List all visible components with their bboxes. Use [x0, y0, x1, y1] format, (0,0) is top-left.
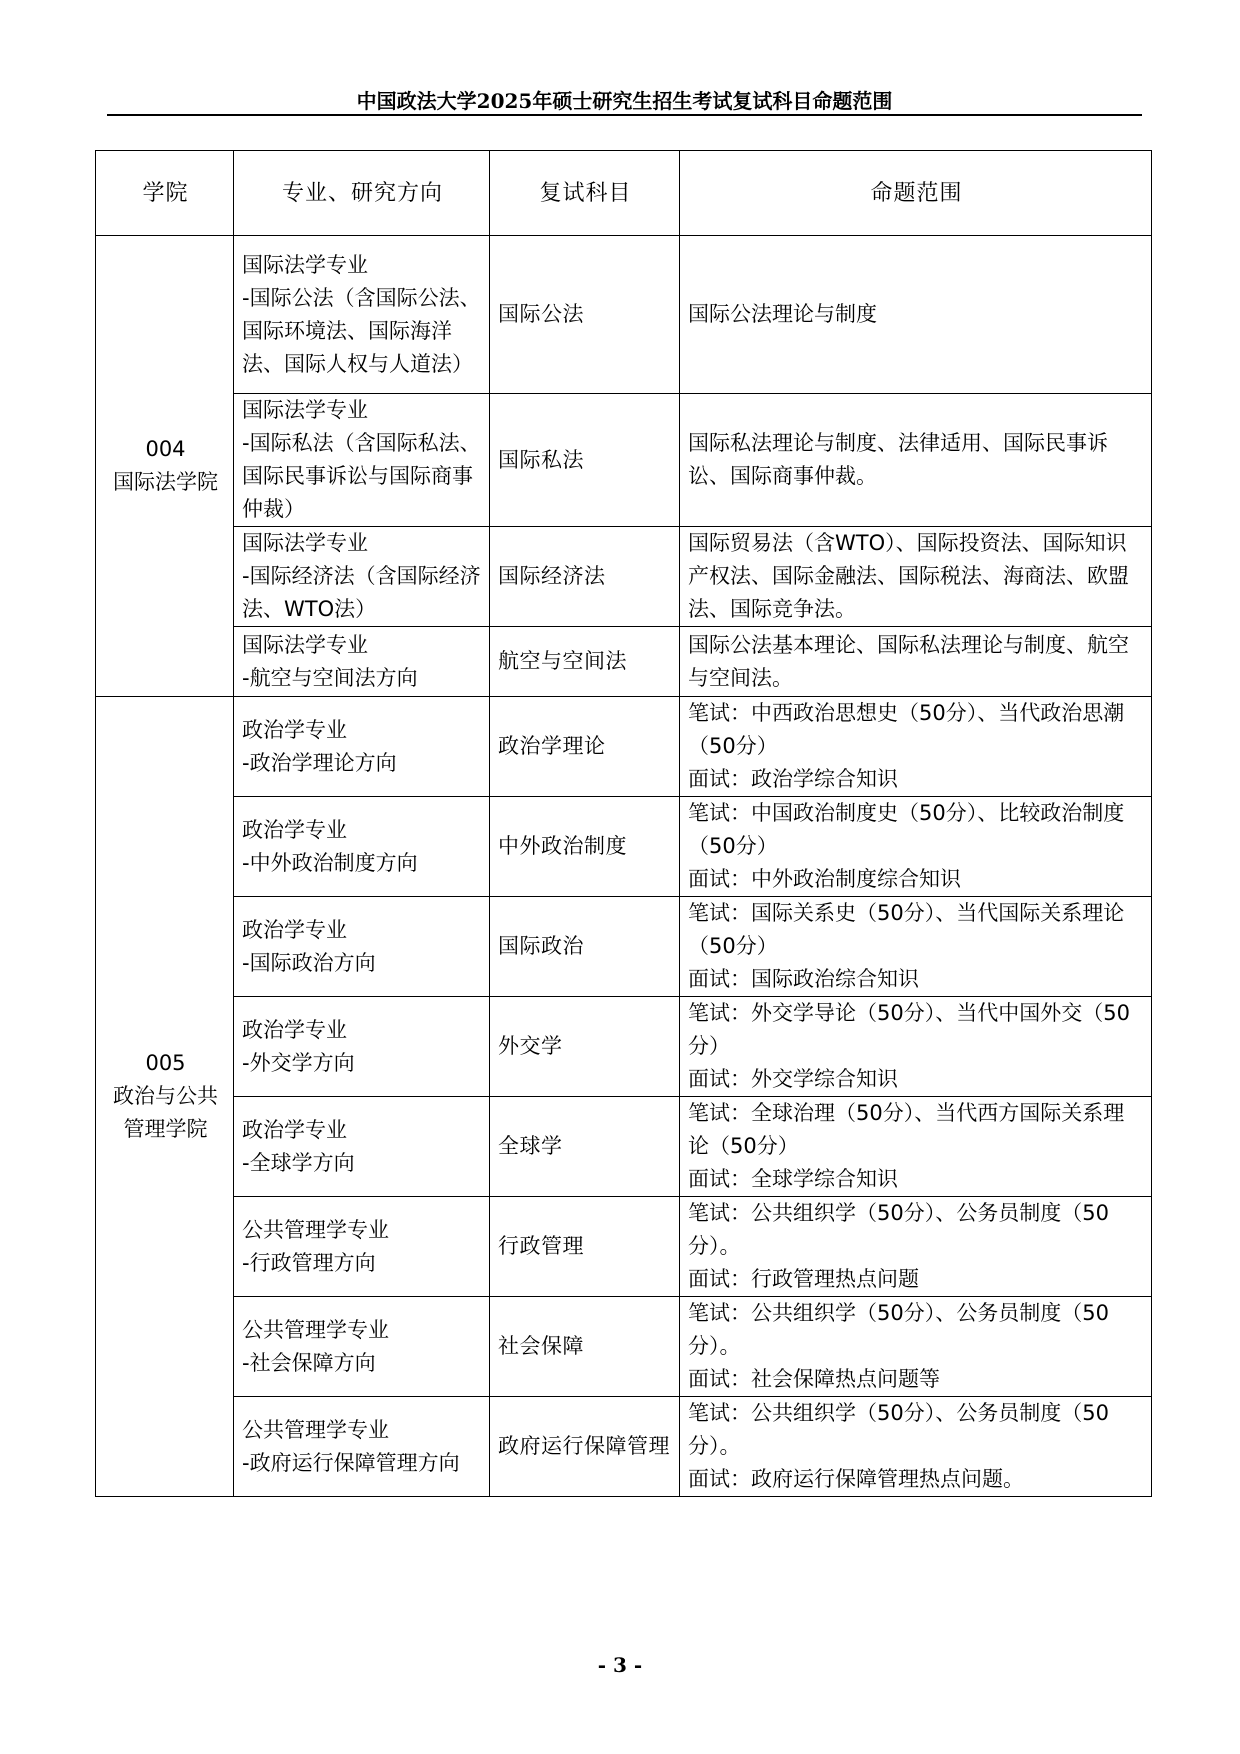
- table-row: [96, 1197, 1152, 1297]
- subject-cell: 航空与空间法: [490, 627, 680, 697]
- page-number: - 3 -: [597, 1653, 643, 1677]
- subject-cell: 国际私法: [490, 394, 680, 527]
- scope-line: 笔试：国际关系史（50分）、当代国际关系理论（50分）: [688, 901, 1125, 958]
- table-row: [96, 527, 1152, 627]
- table-row: [96, 997, 1152, 1097]
- subject-cell: 国际经济法: [490, 527, 680, 627]
- direction-label: -行政管理方向: [242, 1250, 376, 1275]
- scope-line: 国际公法基本理论、国际私法理论与制度、航空与空间法。: [688, 632, 1129, 690]
- major-cell: [234, 697, 490, 797]
- major-label: 政治学专业: [242, 1117, 347, 1142]
- scope-line: 面试：政府运行保障管理热点问题。: [688, 1467, 1024, 1491]
- subject-cell: 政府运行保障管理: [490, 1397, 680, 1497]
- college-name: 国际法学院: [113, 470, 218, 494]
- major-label: 国际法学专业: [242, 531, 368, 555]
- college-cell-004: [96, 236, 234, 697]
- direction-label: -国际政治方向: [242, 950, 376, 975]
- scope-line: 笔试：公共组织学（50分）、公务员制度（50分）。: [688, 1301, 1109, 1358]
- major-cell: [234, 627, 490, 697]
- column-header-major: 专业、研究方向: [234, 151, 490, 236]
- exam-scope-table: [95, 150, 1152, 1497]
- scope-line: 笔试：外交学导论（50分）、当代中国外交（50分）: [688, 1001, 1130, 1058]
- table-row: [96, 1397, 1152, 1497]
- scope-cell: [680, 797, 1152, 897]
- major-label: 国际法学专业: [242, 398, 368, 422]
- scope-cell: [680, 236, 1152, 394]
- table-row: [96, 1097, 1152, 1197]
- scope-line: 面试：行政管理热点问题: [688, 1267, 919, 1291]
- table-row: [96, 394, 1152, 527]
- direction-label: -国际私法（含国际私法、国际民事诉讼与国际商事仲裁）: [242, 431, 481, 521]
- subject-cell: 社会保障: [490, 1297, 680, 1397]
- column-header-college: 学院: [96, 151, 234, 236]
- scope-line: 国际私法理论与制度、法律适用、国际民事诉讼、国际商事仲裁。: [688, 431, 1108, 488]
- scope-cell: [680, 897, 1152, 997]
- major-label: 国际法学专业: [242, 252, 368, 277]
- scope-line: 国际贸易法（含WTO）、国际投资法、国际知识产权法、国际金融法、国际税法、海商法、欧盟法、国际竞争法。: [688, 531, 1129, 621]
- direction-label: -社会保障方向: [242, 1350, 376, 1375]
- subject-cell: 行政管理: [490, 1197, 680, 1297]
- scope-line: 笔试：全球治理（50分）、当代西方国际关系理论（50分）: [688, 1101, 1125, 1158]
- direction-label: -政府运行保障管理方向: [242, 1450, 460, 1475]
- subject-cell: 全球学: [490, 1097, 680, 1197]
- major-cell: [234, 527, 490, 627]
- college-code: 004: [145, 437, 186, 461]
- direction-label: -中外政治制度方向: [242, 850, 418, 875]
- major-label: 国际法学专业: [242, 632, 368, 657]
- college-name-line: 管理学院: [123, 1117, 208, 1141]
- college-name-line: 政治与公共: [113, 1084, 218, 1108]
- major-cell: [234, 1197, 490, 1297]
- table-row: [96, 1297, 1152, 1397]
- scope-cell: [680, 697, 1152, 797]
- major-label: 政治学专业: [242, 717, 347, 742]
- direction-label: -全球学方向: [242, 1150, 355, 1175]
- scope-line: 面试：外交学综合知识: [688, 1067, 898, 1091]
- scope-cell: [680, 1197, 1152, 1297]
- table-row: [96, 236, 1152, 394]
- major-label: 政治学专业: [242, 1017, 347, 1042]
- major-label: 公共管理学专业: [242, 1417, 389, 1442]
- major-cell: [234, 997, 490, 1097]
- direction-label: -国际经济法（含国际经济法、WTO法）: [242, 564, 481, 621]
- subject-cell: 中外政治制度: [490, 797, 680, 897]
- major-cell: [234, 394, 490, 527]
- scope-line: 面试：社会保障热点问题等: [688, 1367, 940, 1391]
- major-cell: [234, 1297, 490, 1397]
- scope-cell: [680, 1097, 1152, 1197]
- college-cell-005: [96, 697, 234, 1497]
- scope-line: 笔试：中西政治思想史（50分）、当代政治思潮（50分）: [688, 701, 1125, 758]
- scope-line: 笔试：公共组织学（50分）、公务员制度（50分）。: [688, 1201, 1109, 1258]
- scope-line: 国际公法理论与制度: [688, 302, 877, 326]
- major-label: 公共管理学专业: [242, 1217, 389, 1242]
- subject-cell: 外交学: [490, 997, 680, 1097]
- major-label: 政治学专业: [242, 817, 347, 842]
- scope-line: 面试：政治学综合知识: [688, 767, 898, 791]
- scope-line: 面试：国际政治综合知识: [688, 967, 919, 991]
- table-row: [96, 697, 1152, 797]
- table-row: [96, 897, 1152, 997]
- direction-label: -航空与空间法方向: [242, 665, 418, 690]
- scope-cell: [680, 527, 1152, 627]
- table-header-row: [96, 151, 1152, 236]
- major-cell: [234, 897, 490, 997]
- scope-cell: [680, 394, 1152, 527]
- scope-cell: [680, 627, 1152, 697]
- column-header-subject: 复试科目: [490, 151, 680, 236]
- direction-label: -外交学方向: [242, 1050, 355, 1075]
- major-cell: [234, 236, 490, 394]
- scope-cell: [680, 997, 1152, 1097]
- subject-cell: 政治学理论: [490, 697, 680, 797]
- table-row: [96, 797, 1152, 897]
- page-title: 中国政法大学2025年硕士研究生招生考试复试科目命题范围: [107, 86, 1142, 116]
- direction-label: -国际公法（含国际公法、国际环境法、国际海洋法、国际人权与人道法）: [242, 285, 481, 376]
- scope-cell: [680, 1297, 1152, 1397]
- major-label: 公共管理学专业: [242, 1317, 389, 1342]
- scope-line: 笔试：中国政治制度史（50分）、比较政治制度（50分）: [688, 801, 1125, 858]
- scope-cell: [680, 1397, 1152, 1497]
- table-row: [96, 627, 1152, 697]
- direction-label: -政治学理论方向: [242, 750, 397, 775]
- major-label: 政治学专业: [242, 917, 347, 942]
- college-code: 005: [145, 1051, 186, 1075]
- scope-line: 面试：全球学综合知识: [688, 1167, 898, 1191]
- subject-cell: 国际政治: [490, 897, 680, 997]
- scope-line: 面试：中外政治制度综合知识: [688, 867, 961, 891]
- major-cell: [234, 797, 490, 897]
- major-cell: [234, 1397, 490, 1497]
- scope-line: 笔试：公共组织学（50分）、公务员制度（50分）。: [688, 1401, 1109, 1458]
- major-cell: [234, 1097, 490, 1197]
- subject-cell: 国际公法: [490, 236, 680, 394]
- column-header-scope: 命题范围: [680, 151, 1152, 236]
